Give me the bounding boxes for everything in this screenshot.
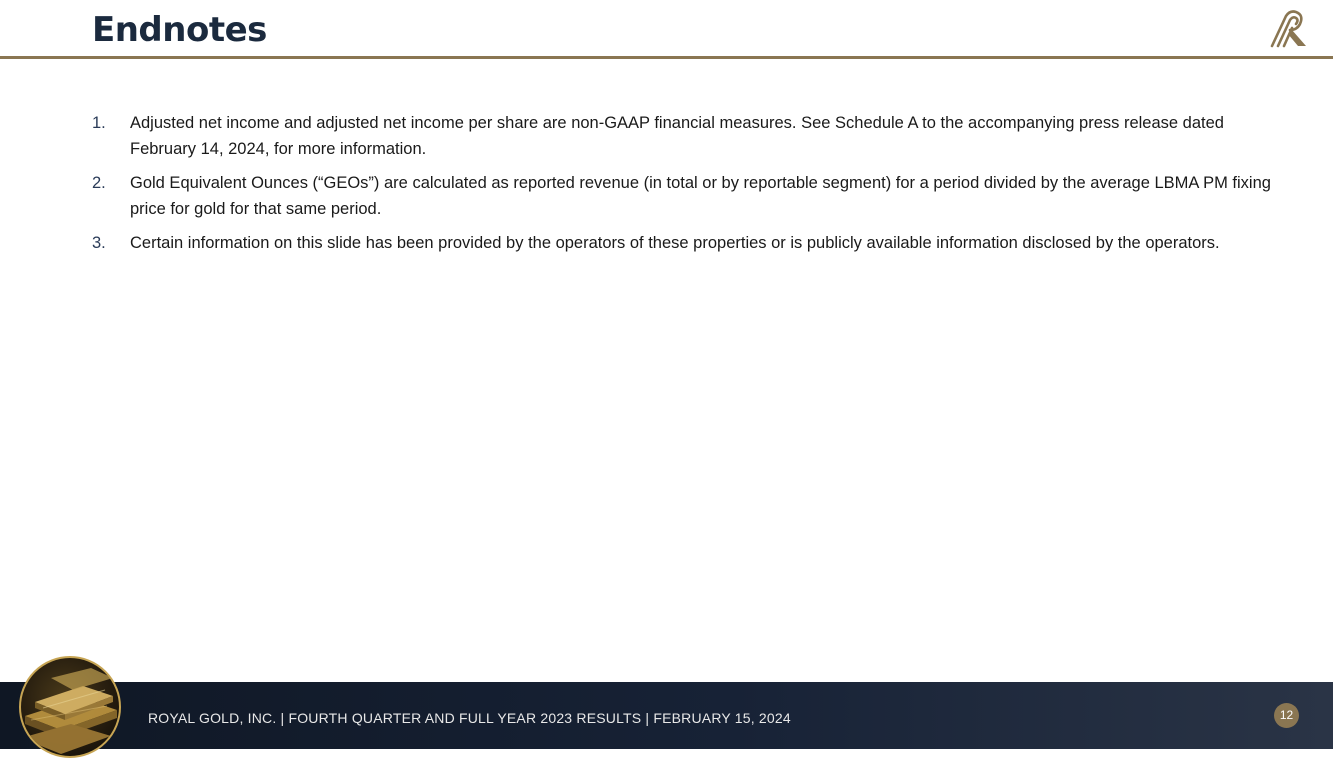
endnote-item bbox=[92, 230, 1272, 256]
title-divider bbox=[0, 56, 1333, 59]
endnote-number: 1. bbox=[92, 114, 106, 132]
page-title: Endnotes bbox=[92, 10, 267, 50]
endnote-item bbox=[92, 170, 1272, 222]
endnote-text: Certain information on this slide has been provided by the operators of these properties or is publicly available information disclosed by the operators. bbox=[130, 234, 1220, 252]
endnote-number: 2. bbox=[92, 174, 106, 192]
slide-footer bbox=[0, 682, 1333, 749]
footer-text: ROYAL GOLD, INC. | FOURTH QUARTER AND FULL YEAR 2023 RESULTS | FEBRUARY 15, 2024 bbox=[148, 710, 791, 726]
royal-gold-logo-icon bbox=[1268, 6, 1310, 48]
page-number-badge: 12 bbox=[1274, 703, 1299, 728]
endnotes-list bbox=[92, 110, 1272, 264]
gold-bars-photo-icon bbox=[19, 656, 121, 758]
endnote-item bbox=[92, 110, 1272, 162]
endnote-text: Gold Equivalent Ounces (“GEOs”) are calculated as reported revenue (in total or by reportable segment) for a period divided by the average LBMA PM fixing price for gold for that same period. bbox=[130, 174, 1271, 218]
endnote-text: Adjusted net income and adjusted net income per share are non-GAAP financial measures. See Schedule A to the accompanying press release dated February 14, 2024, for more information. bbox=[130, 114, 1224, 158]
endnote-number: 3. bbox=[92, 234, 106, 252]
